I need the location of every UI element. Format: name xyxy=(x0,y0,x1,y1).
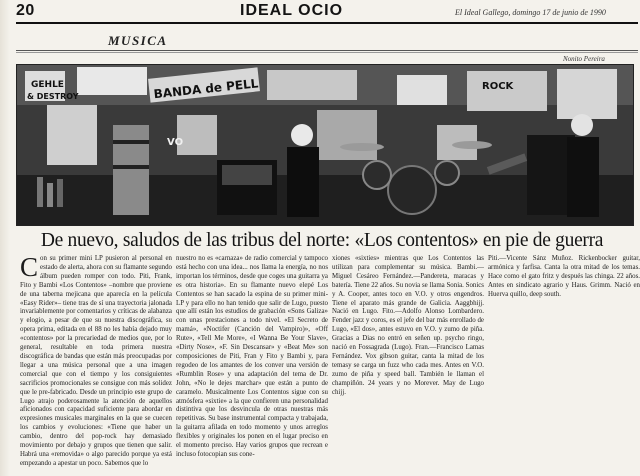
publication-dateline: El Ideal Gallego, domingo 17 de junio de 1990 xyxy=(455,8,606,17)
photo-credit: Nonito Pereira xyxy=(563,55,605,63)
column-2-text: nuestro no es «carnaza» de radio comercial y tampoco está hecho con una idea... nos llama la energía, no nos importan los términos, desde que coges una guitarra ya es otra historia». En su flamante nuevo elepé Los Contentos se han sacado la espina de su primer mini-LP y para ello no han tenido que salir de Lugo, puesto que allí están los estudios de grabación «Sons Galiza» con unas prestaciones a todo nivel. «El Secreto de mamá», «Noctifer (Canción del Vampiro)», «Off Rute», «Tell Me More», «I Wanna Be Your Slave», «Dirty Nose», «F. Sin Descansar» y «Beat Me» son composiciones de Piti, Fran y Fito y Bambi y, para regodeo de los amantes de los conver una versión de «Rumblin Rose» y una adaptación del tema de Dr. John, «No le dejes marchar» que están a punto de caramelo. Musicalmente Los Contentos sigue con su atmósfera «sixtie» a la que confieren una personalidad distintiva que los desvincula de otras nuestras más repetitivas. Su base instrumental compacta y trabajada, la guitarra afilada en todo momento y unos arreglos flexibles y originales los ponen en el lugar preciso en el momento preciso. Hay varios grupos que recrean e incluso fotocopian sus cone- xyxy=(176,255,328,458)
section-rule-thin xyxy=(16,52,638,53)
article-column-4 xyxy=(488,255,640,470)
article-column-1 xyxy=(20,255,172,470)
article-column-3 xyxy=(332,255,484,470)
sign-rock: ROCK xyxy=(482,81,514,92)
publication-name: IDEAL OCIO xyxy=(240,2,344,19)
sign-gehle: GEHLE xyxy=(31,80,64,90)
header-rule xyxy=(16,22,638,24)
section-rule xyxy=(16,50,638,51)
band-photo-drawing xyxy=(17,65,633,225)
article-column-2 xyxy=(176,255,328,470)
column-3-text: xiones «sixties» mientras que Los Contentos las utilizan para complementar su música. Bambi.— Miguel Cesáreo Fernández.—Pandereta, maracas y batería. Tiene 22 años. Su novia se llama Sonia. Sonics y A. Cooper, antes toco en V.O. y otros engendros. Tiene el aparato más grande de Galicia. Aaggbhijj. Nació en Lugo. Fito.—Adolfo Alonso Lombardero. Fender jazz y coros, es el jefe del bar más enrollado de Lugo, «El dos», antes estuvo en V.O. y zumo de piña. Gracias a Dias no entró en señen up. psycho ringo, nació en Fossagrada (Lugo). Fran.—Francisco Lamas Fernández. Vox gibson guitar, canta la mitad de los temasy se carga un fuzz who cada mes. Antes en V.O. zumo de piña y speed ball. También le llaman el champiñón. 24 years y no Morever. May de Lugo chijj. xyxy=(332,255,484,396)
band-photo xyxy=(16,64,634,226)
sign-banda: BANDA de PELL xyxy=(152,76,259,102)
sign-vo: VO xyxy=(167,137,184,148)
column-1-text: on su primer mini LP pusieron al personal en estado de alerta, ahora con su flamante segundo álbum pueden romper con todo. Piti, Frank, Fito y Bambi «Los Contentos» –nombre que proviene de una taberna mejicana que aparecía en la película «Easy Rider»– tiene tras de sí una trayectoria jalonada invariablemente por comentarios y críticas de alabanza y elogio, a pesar de que su nuestra discográfica, su opera prima, editada en el 88 no les había dejado muy «contentos» por la precariedad de medios que, por lo general, resultable en toda primera nuestra discográfica de bandas que están más preocupadas por llegar a una música personal que a una imagen comercial que con el tiempo y los consiguientes sacrificios promocionales se consigue con más solidez que le pre-fabricado. Desde un principio este grupo de Lugo atrajo poderosamente la atención de aquellos aficionados con capacidad suficiente para abordar en expresiones musicales marginales en la que se cuecen los cambios y evoluciones: «Tiene que haber un cambio, dentro del pop-rock hay demasiado movimiento por debajo y grupos que tienen que salir. Habrá una «removida» o algo parecido porque ya está empezando a apestar un poco. Sabemos que lo xyxy=(20,255,172,467)
drop-cap: C xyxy=(20,255,39,282)
page-fold-shadow xyxy=(0,0,10,476)
sign-destroy: & DESTROY xyxy=(27,92,79,101)
page-number: 20 xyxy=(16,2,35,19)
column-4-text: Piti.—Vicente Sánz Muñoz. Rickenbocker guitar, armónica y farfisa. Canta la otra mitad de los temas. Hace como el gato fritz y después las chinga. 22 años. Antes en sindicato agrario y Haus. Grimm. Nació en Huerva quillo, deep south. xyxy=(488,255,640,298)
article-headline: De nuevo, saludos de las tribus del norte: «Los contentos» en pie de guerra xyxy=(40,230,604,251)
section-title: MUSICA xyxy=(108,33,168,48)
newspaper-header xyxy=(0,0,640,30)
